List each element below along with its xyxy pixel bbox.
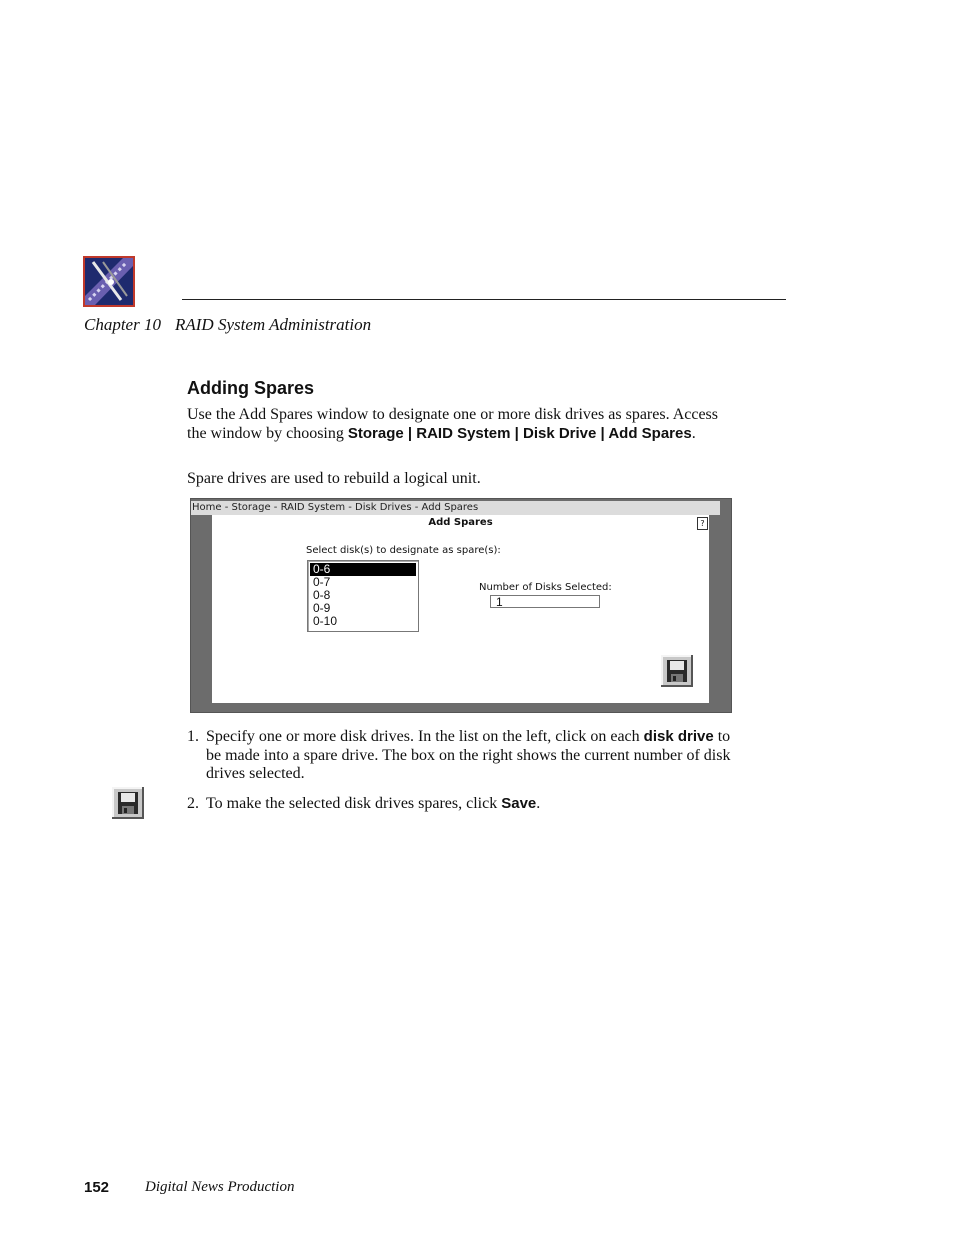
select-disks-label: Select disk(s) to designate as spare(s): <box>306 545 501 556</box>
step-2 <box>187 795 732 814</box>
header-rule <box>182 299 786 300</box>
step-text <box>206 728 732 784</box>
product-logo-icon <box>83 256 135 307</box>
chapter-title: RAID System Administration <box>174 315 372 334</box>
disk-option[interactable]: 0-8 <box>313 588 331 602</box>
floppy-disk-icon <box>661 655 693 687</box>
chapter-header <box>84 315 371 335</box>
page-number: 152 <box>84 1179 110 1196</box>
step-text-a: Specify one or more disk drives. In the list on the left, click on each <box>206 728 644 745</box>
disk-option[interactable]: 0-10 <box>313 614 338 628</box>
disk-option[interactable]: 0-7 <box>313 575 331 589</box>
floppy-disk-icon <box>112 787 144 819</box>
save-margin-icon <box>112 787 144 819</box>
step-number: 2. <box>187 795 199 812</box>
chapter-label: Chapter 10 <box>84 315 161 334</box>
spare-note: Spare drives are used to rebuild a logical unit. <box>187 470 481 487</box>
menu-path: Storage | RAID System | Disk Drive | Add Spares <box>347 424 692 442</box>
disks-selected-field: 1 <box>490 595 600 608</box>
add-spares-screenshot <box>190 498 732 713</box>
disk-option[interactable]: 0-6 <box>310 563 416 576</box>
step-number: 1. <box>187 728 199 745</box>
intro-period: . <box>691 424 696 442</box>
window-title: Add Spares <box>428 517 493 528</box>
section-heading: Adding Spares <box>187 378 315 398</box>
step-text <box>206 795 732 814</box>
disk-option[interactable]: 0-9 <box>313 601 331 615</box>
book-title: Digital News Production <box>145 1179 295 1195</box>
breadcrumb[interactable]: Home - Storage - RAID System - Disk Drives - Add Spares <box>191 501 720 515</box>
save-button[interactable] <box>661 655 693 687</box>
step-1 <box>187 728 732 784</box>
step-text-a: To make the selected disk drives spares, click <box>206 795 502 812</box>
help-icon[interactable]: ? <box>697 517 708 530</box>
intro-paragraph <box>187 406 732 443</box>
step-text-b: to be made into a spare drive. The box on the right shows the current number of disk drives selected. <box>206 728 731 782</box>
step-text-b: . <box>536 795 541 812</box>
disk-listbox[interactable] <box>307 560 419 632</box>
add-spares-panel <box>212 515 709 703</box>
intro-text: Use the Add Spares window to designate one or more disk drives as spares. Access the window by choosing <box>187 406 718 442</box>
step-bold: disk drive <box>643 728 714 745</box>
disks-selected-label: Number of Disks Selected: <box>479 582 612 593</box>
step-bold: Save <box>501 795 537 812</box>
